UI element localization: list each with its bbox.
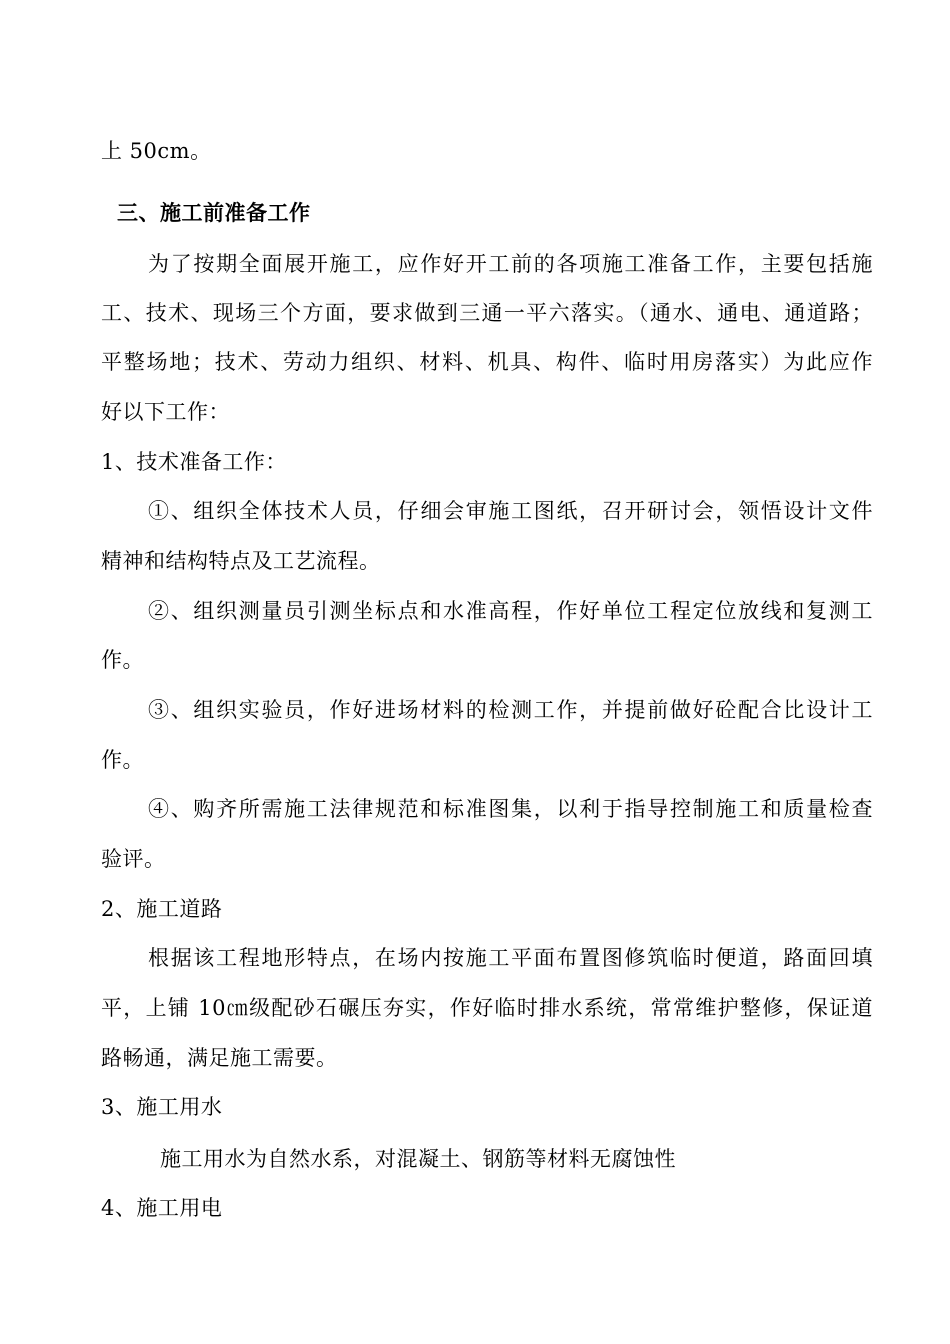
section-heading: 三、施工前准备工作 — [117, 200, 311, 225]
paragraph-line: 平整场地；技术、劳动力组织、材料、机具、构件、临时用房落实）为此应作 — [101, 350, 873, 374]
list-item: ④、购齐所需施工法律规范和标准图集，以利于指导控制施工和质量检查 — [148, 797, 873, 821]
list-item-continued: 作。 — [101, 648, 144, 672]
paragraph-line: 平，上铺 10㎝级配砂石碾压夯实，作好临时排水系统，常常维护整修，保证道 — [101, 996, 873, 1020]
subsection-heading: 3、施工用水 — [101, 1095, 223, 1119]
paragraph-line: 路畅通，满足施工需要。 — [101, 1046, 338, 1070]
list-item: ①、组织全体技术人员，仔细会审施工图纸，召开研讨会，领悟设计文件 — [148, 499, 873, 523]
paragraph-line: 好以下工作： — [101, 400, 230, 424]
paragraph-line: 施工用水为自然水系，对混凝土、钢筋等材料无腐蚀性 — [160, 1147, 676, 1171]
list-item-continued: 验评。 — [101, 847, 166, 871]
subsection-heading: 1、技术准备工作： — [101, 450, 287, 474]
list-item-continued: 作。 — [101, 748, 144, 772]
subsection-heading: 2、施工道路 — [101, 897, 223, 921]
list-item-continued: 精神和结构特点及工艺流程。 — [101, 549, 381, 573]
list-item: ②、组织测量员引测坐标点和水准高程，作好单位工程定位放线和复测工 — [148, 599, 873, 623]
paragraph-line: 根据该工程地形特点，在场内按施工平面布置图修筑临时便道，路面回填 — [148, 946, 873, 970]
paragraph-line: 为了按期全面展开施工，应作好开工前的各项施工准备工作，主要包括施 — [148, 252, 873, 276]
subsection-heading: 4、施工用电 — [101, 1196, 223, 1220]
paragraph-line: 上 50cm。 — [101, 139, 212, 163]
list-item: ③、组织实验员，作好进场材料的检测工作，并提前做好砼配合比设计工 — [148, 698, 873, 722]
paragraph-line: 工、技术、现场三个方面，要求做到三通一平六落实。（通水、通电、通道路； — [101, 301, 873, 325]
